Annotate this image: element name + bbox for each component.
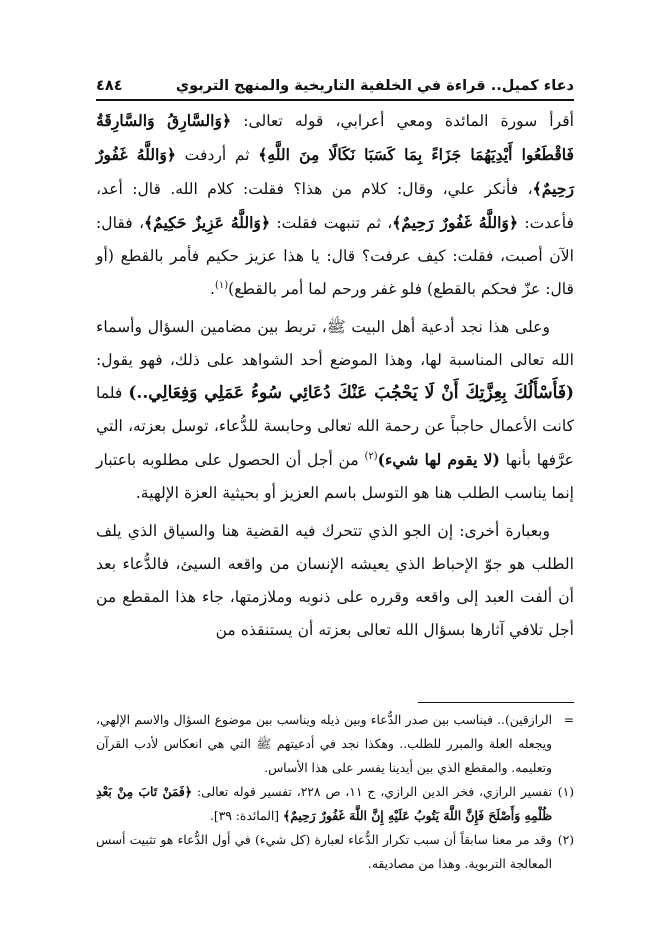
footnote-text: وقد مر معنا سابقاً أن سبب تكرار الدُّعاء لعبارة (كل شيء) في أول الدُّعاء هو تثبيت أسس المعالجة التربوية. وهذا من مصاديقه. bbox=[96, 833, 552, 871]
quran-verse-1: ﴿وَالسَّارِقُ وَالسَّارِقَةُ فَاقْطَعُوا أَيْدِيَهُمَا جَزَاءً بِمَا كَسَبَا نَكَالًا مِنَ اللَّهِ﴾ bbox=[96, 111, 574, 164]
footnote-mark: (٢) bbox=[557, 833, 574, 847]
header-rule bbox=[96, 99, 574, 101]
footnote-ref-1: (١) bbox=[214, 279, 229, 291]
footnote-rule bbox=[418, 702, 574, 703]
paragraph-1-part-2: ثم أردفت bbox=[176, 146, 259, 164]
dua-quote: (فَأَسْأَلُكَ بِعِزَّتِكَ أَنْ لَا يَحْجُبَ عَنْكَ دُعَائِي سُوءُ عَمَلِي وَفِعَالِي..) bbox=[128, 383, 574, 403]
quran-verse-2: ﴿وَاللَّهُ غَفُورٌ رَحِيمٌ﴾ bbox=[96, 145, 574, 198]
running-title: دعاء كميل.. قراءة في الخلفية التاريخية والمنهج التربوي bbox=[175, 78, 574, 94]
paragraph-2-part-2: فلما كانت الأعمال حاجباً عن رحمة الله تعالى وحابسة للدُّعاء، توسل بعزته، التي عرَّفها بأنها bbox=[96, 384, 574, 469]
main-text bbox=[96, 104, 574, 647]
paragraph-2-part-3: من أجل أن الحصول على مطلوبه باعتبار إنما يناسب الطلب هنا هو التوسل باسم العزيز أو بحيثية العزة الإلهية. bbox=[96, 451, 574, 502]
page-header bbox=[96, 64, 574, 94]
page-number: ٤٨٤ bbox=[96, 78, 123, 94]
paragraph-1-part-1: أقرأ سورة المائدة ومعي أعرابي، قوله تعالى: bbox=[231, 112, 575, 130]
footnote-mark: = bbox=[563, 713, 574, 727]
footnote-1-part-a: تفسير الرازي، فخر الدين الرازي، ج ١١، ص ٢٢٨، تفسير قوله تعالى: bbox=[192, 785, 553, 799]
paragraph-1-part-4: ، ثم تنبهت فقلت: bbox=[270, 214, 393, 232]
footnote-continued bbox=[96, 708, 574, 780]
footnote-text bbox=[96, 780, 552, 828]
paragraph-3: وبعبارة أخرى: إن الجو الذي تتحرك فيه القضية هنا والسياق الذي يلف الطلب هو جوّ الإحباط الذي يعيشه الإنسان من واقعه السيئ، فالدُّعاء بعد أن ألفت العبد إلى واقعه وقرره على ذنوبه وملازمتها، جاء هذا المقطع من أجل تلافي آثارها بسؤال الله تعالى بعزته أن يستنقذه من bbox=[96, 522, 574, 639]
quran-verse-4: ﴿وَاللَّهُ عَزِيزٌ حَكِيمٌ﴾ bbox=[144, 213, 271, 232]
paragraph-2-part-1: وعلى هذا نجد أدعية أهل البيت ﷺ، تربط بين مضامين السؤال وأسماء الله تعالى المناسبة لها، وهذا الموضع أحد الشواهد على ذلك، فهو يقول: bbox=[96, 318, 575, 369]
paragraph-2 bbox=[96, 311, 574, 510]
footnote-1-verse: ﴿فَمَنْ تَابَ مِنْ بَعْدِ ظُلْمِهِ وَأَصْلَحَ فَإِنَّ اللَّهَ يَتُوبُ عَلَيْهِ إِنَّ اللَّهَ غَفُورٌ رَحِيمٌ﴾ bbox=[96, 784, 552, 823]
footnote-ref-2: (٢) bbox=[364, 450, 378, 462]
dua-quote-2: (لا يقوم لها شيء) bbox=[377, 450, 500, 469]
footnote-text: الرازقين).. فيناسب بين صدر الدُّعاء وبين ذيله ويناسب بين موضوع السؤال والاسم الإلهي، ويجعله العلة والمبرر للطلب.. وهكذا نجد في أدعيتهم ﷺ التي هي انعكاس لأدب القرآن وتعليمه. والمقطع الذي بين أيدينا يفسر على هذا الأساس. bbox=[96, 713, 552, 775]
footnote-2 bbox=[96, 828, 574, 876]
paragraph-1-part-5: ، فقال: الآن أصبت، فقلت: كيف عرفت؟ قال: يا هذا عزيز حكيم فأمر بالقطع (أو قال: عزّ فحكم بالقطع) فلو غفر ورحم لما أمر بالقطع) bbox=[96, 214, 574, 298]
footnotes bbox=[96, 708, 574, 876]
paragraph-1-part-3: ، فأنكر علي، وقال: كلام من هذا؟ فقلت: كلام الله. قال: أعد، فأعدت: bbox=[96, 180, 574, 232]
footnote-mark: (١) bbox=[557, 785, 574, 799]
quran-verse-3: ﴿وَاللَّهُ غَفُورٌ رَحِيمٌ﴾ bbox=[392, 213, 519, 232]
footnote-1 bbox=[96, 780, 574, 828]
footnote-1-part-b: [المائدة: ٣٩]. bbox=[209, 809, 283, 823]
paragraph-1-part-6: . bbox=[210, 280, 215, 298]
paragraph-1 bbox=[96, 104, 574, 306]
